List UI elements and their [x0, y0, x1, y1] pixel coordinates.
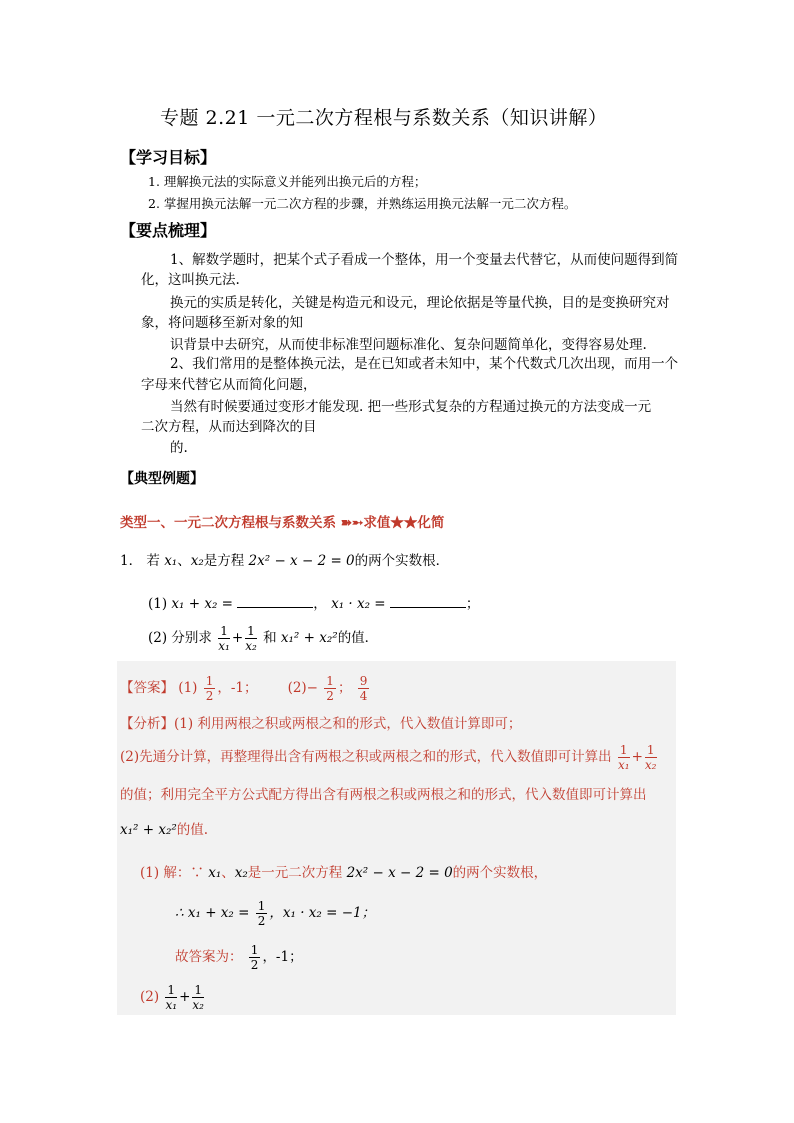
fraction [245, 625, 257, 652]
var-x2: x₂ [190, 553, 204, 569]
fraction-denominator: x₂ [644, 758, 657, 772]
question-number: 1． 若 [120, 553, 160, 569]
fraction-numerator: 1 [205, 674, 214, 688]
question-1-part-1: (1) x₁ + x₂ = ， x₁ · x₂ = ； [148, 596, 480, 612]
points-line: 识背景中去研究，从而使非标准型问题标准化、复杂问题简单化，变得容易处理. [170, 337, 647, 353]
points-line: 2、我们常用的是整体换元法，是在已知或者未知中，某个代数式几次出现，而用一个 [170, 356, 679, 372]
analysis-line: (2)先通分计算，再整理得出含有两根之积或两根之和的形式，代入数值即可计算出 $\frac{1}{\text{x₁}}$ + $\frac{1}{\text{x₂}}$ [120, 743, 657, 772]
analysis-line: 的值；利用完全平方公式配方得出含有两根之积或两根之和的形式，代入数值即可计算出 [120, 787, 647, 803]
product-expression: x₁ · x₂ = [331, 596, 386, 612]
fraction-denominator: 2 [205, 689, 214, 703]
analysis-text: (1) 利用两根之积或两根之和的形式，代入数值计算即可； [174, 716, 522, 732]
answer-blank[interactable] [390, 595, 466, 608]
analysis-text: (2)先通分计算，再整理得出含有两根之积或两根之和的形式，代入数值即可计算出 [120, 749, 612, 765]
sum-expression: x₁ + x₂ = [171, 596, 233, 612]
fraction-denominator: x₁ [617, 758, 630, 772]
fraction-numerator: 1 [646, 743, 655, 757]
question-text: 的两个实数根． [354, 553, 450, 569]
fraction-denominator: x₂ [245, 639, 257, 653]
points-line: 1、解数学题时，把某个式子看成一个整体，用一个变量去代替它，从而使问题得到简 [170, 252, 679, 268]
question-text: 的值． [337, 630, 379, 646]
fraction-denominator: 4 [359, 689, 368, 703]
solution-line: (1) 解：∵ x₁、x₂是一元二次方程 2x² − x − 2 = 0的两个实数根， [140, 865, 548, 881]
fraction-denominator: x₁ [165, 998, 178, 1012]
fraction-denominator: x₁ [218, 639, 230, 653]
fraction-numerator: 1 [194, 983, 203, 997]
solution-text: (1) 解：∵ [140, 865, 204, 881]
answer-line [120, 675, 371, 702]
var-x1: x₁ [164, 553, 178, 569]
square-sum: x₁² + x₂² [120, 822, 177, 838]
fraction [358, 675, 370, 702]
equation: 2x² − x − 2 = 0 [346, 865, 453, 881]
answer-label: 【答案】 [120, 680, 174, 696]
analysis-line [120, 712, 521, 732]
question-text: 是方程 [203, 553, 245, 569]
separator: 、 [177, 553, 191, 569]
solution-text: 的两个实数根， [452, 865, 548, 881]
points-line: 换元的实质是转化，关键是构造元和设元，理论依据是等量代换，目的是变换研究对 [170, 295, 670, 311]
answer-blank[interactable] [237, 595, 313, 608]
fraction [218, 625, 230, 652]
answer-part: (2)− [287, 680, 318, 696]
fraction-denominator: x₂ [192, 998, 204, 1012]
points-line: 化，这叫换元法. [141, 272, 240, 288]
goal-item: 1. 理解换元法的实际意义并能列出换元后的方程； [148, 174, 427, 189]
answer-value: ，-1； [217, 680, 258, 696]
points-line: 字母来代替它从而简化问题， [141, 377, 317, 393]
examples-heading: 【典型例题】 [120, 471, 204, 487]
fraction-numerator: 1 [326, 674, 334, 688]
square-sum: x₁² + x₂² [280, 630, 338, 646]
part-label: (2) [140, 989, 160, 1005]
fraction-denominator: 2 [250, 958, 259, 972]
question-1-part-2: (2) 分别求 $\frac{1}{\text{x₁}}$ + $\frac{1}{\text{x₂}}$ 和 x₁² + x₂²的值． [148, 624, 379, 653]
conjunction: 和 [263, 630, 277, 646]
var-x2: x₂ [234, 865, 248, 881]
fraction [324, 675, 336, 702]
analysis-text: 的值. [176, 822, 209, 838]
points-heading: 【要点梳理】 [120, 221, 217, 240]
type-title: 类型一、一元二次方程根与系数关系 ➽➵求值★★化简 [120, 515, 445, 531]
fraction [192, 984, 204, 1011]
goal-item: 2. 掌握用换元法解一元二次方程的步骤，并熟练运用换元法解一元二次方程。 [148, 196, 577, 211]
solution-text: 故答案为： [175, 949, 243, 965]
equation: 2x² − x − 2 = 0 [248, 553, 355, 569]
product-expression: ，x₁ · x₂ = −1； [269, 905, 376, 921]
fraction [618, 744, 630, 771]
fraction [256, 900, 268, 927]
fraction-denominator: 2 [326, 689, 334, 703]
fraction [165, 984, 177, 1011]
fraction [645, 744, 657, 771]
var-x1: x₁ [208, 865, 222, 881]
answer-value: ，-1； [262, 949, 303, 965]
answer-part: (1) [178, 680, 198, 696]
fraction-numerator: 1 [250, 943, 259, 957]
points-line: 象，将问题移至新对象的知 [141, 315, 303, 331]
part-label: (1) [148, 596, 168, 612]
fraction-numerator: 1 [247, 624, 255, 638]
solution-line: (2) $\frac{1}{\text{x₁}}$ + $\frac{1}{\text{x₂}}$ [140, 983, 204, 1012]
question-1 [120, 549, 449, 569]
points-line: 的. [170, 440, 188, 456]
fraction [204, 675, 216, 702]
page-title: 专题 2.21 一元二次方程根与系数关系（知识讲解） [160, 107, 608, 129]
fraction-numerator: 1 [220, 624, 228, 638]
points-line: 当然有时候要通过变形才能发现. 把一些形式复杂的方程通过换元的方法变成一元 [170, 399, 652, 415]
fraction-numerator: 1 [257, 899, 266, 913]
separator: ； [337, 680, 352, 696]
solution-line [175, 944, 303, 971]
sum-expression: ∴ x₁ + x₂ = [175, 905, 250, 921]
fraction-denominator: 2 [257, 914, 266, 928]
analysis-line [120, 818, 208, 838]
solution-text: 是一元二次方程 [247, 865, 343, 881]
fraction-numerator: 1 [619, 743, 628, 757]
fraction-numerator: 1 [167, 983, 176, 997]
fraction-numerator: 9 [359, 674, 368, 688]
analysis-label: 【分析】 [120, 716, 174, 732]
goals-heading: 【学习目标】 [120, 148, 217, 167]
points-line: 二次方程，从而达到降次的目 [141, 419, 317, 435]
part-label: (2) 分别求 [148, 630, 212, 646]
fraction [249, 944, 261, 971]
solution-line [175, 900, 375, 927]
